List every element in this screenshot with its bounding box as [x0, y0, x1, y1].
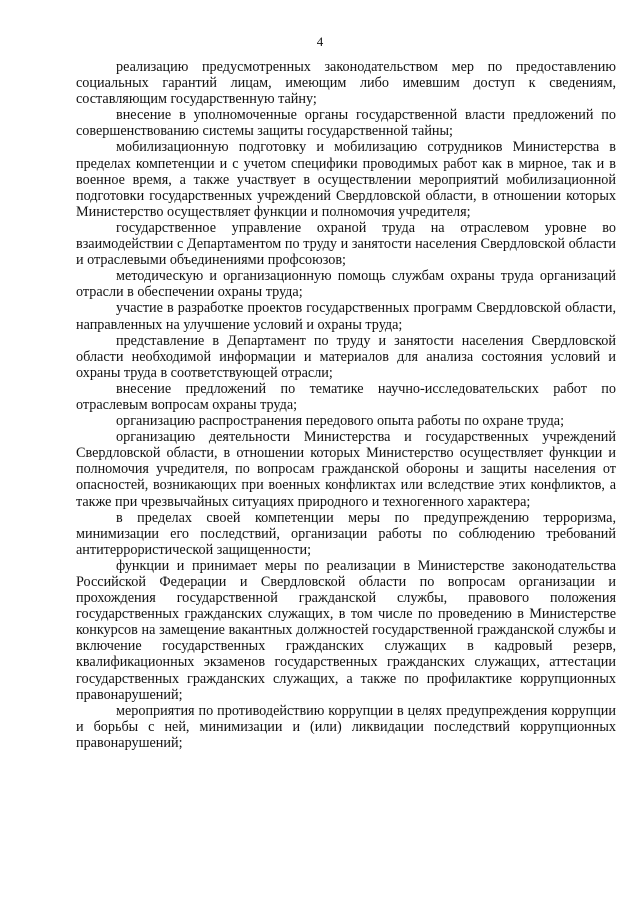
paragraph: мобилизационную подготовку и мобилизацию сотрудников Министерства в пределах компетенции и с учетом специфики проводимых работ как в мирное, так и в военное время, а также участвует в осуществлении мероприятий мобилизационной подготовки государственных учреждений Свердловской области, в отношении которых Министерство осуществляет функции и полномочия учредителя;: [76, 139, 616, 220]
paragraph: организацию распространения передового опыта работы по охране труда;: [116, 413, 565, 430]
page-number: 4: [316, 34, 324, 49]
paragraph: государственное управление охраной труда на отраслевом уровне во взаимодействии с Департаментом по труду и занятости населения Свердловской области и отраслевыми объединениями профсоюзов;: [76, 219, 616, 269]
paragraph: функции и принимает меры по реализации в Министерстве законодательства Российской Федерации и Свердловской области по вопросам организации и прохождения государственной гражданской службы, правового положения государственных гражданских служащих, в том числе по проведению в Министерстве конкурсов на замещение вакантных должностей государственной гражданской службы и включение государственных гражданских служащих в кадровый резерв, квалификационных экзаменов государственных гражданских служащих, аттестации государственных гражданских служащих, а также по профилактике коррупционных правонарушений;: [76, 557, 616, 703]
document-body: [76, 59, 616, 751]
paragraph: внесение предложений по тематике научно-исследовательских работ по отраслевым вопросам охраны труда;: [76, 380, 616, 413]
paragraph: внесение в уполномоченные органы государственной власти предложений по совершенствованию системы защиты государственной тайны;: [76, 107, 616, 140]
paragraph: реализацию предусмотренных законодательством мер по предоставлению социальных гарантий лицам, имеющим либо имевшим доступ к сведениям, составляющим государственную тайну;: [76, 59, 616, 108]
paragraph: в пределах своей компетенции меры по предупреждению терроризма, минимизации его последствий, организации работы по соблюдению требований антитеррористической защищенности;: [76, 509, 616, 558]
paragraph: мероприятия по противодействию коррупции в целях предупреждения коррупции и борьбы с ней, минимизации и (или) ликвидации последствий коррупционных правонарушений;: [76, 702, 616, 751]
paragraph: участие в разработке проектов государственных программ Свердловской области, направленных на улучшение условий и охраны труда;: [76, 300, 616, 333]
paragraph: представление в Департамент по труду и занятости населения Свердловской области необходимой информации и материалов для анализа состояния условий и охраны труда в соответствующей отрасли;: [76, 332, 616, 381]
paragraph: методическую и организационную помощь службам охраны труда организаций отрасли в обеспечении охраны труда;: [76, 268, 616, 301]
paragraph: организацию деятельности Министерства и государственных учреждений Свердловской области, в отношении которых Министерство осуществляет функции и полномочия учредителя, по вопросам гражданской обороны и защиты населения от опасностей, возникающих при военных конфликтах или вследствие этих конфликтов, а также при чрезвычайных ситуациях природного и техногенного характера;: [76, 429, 616, 510]
